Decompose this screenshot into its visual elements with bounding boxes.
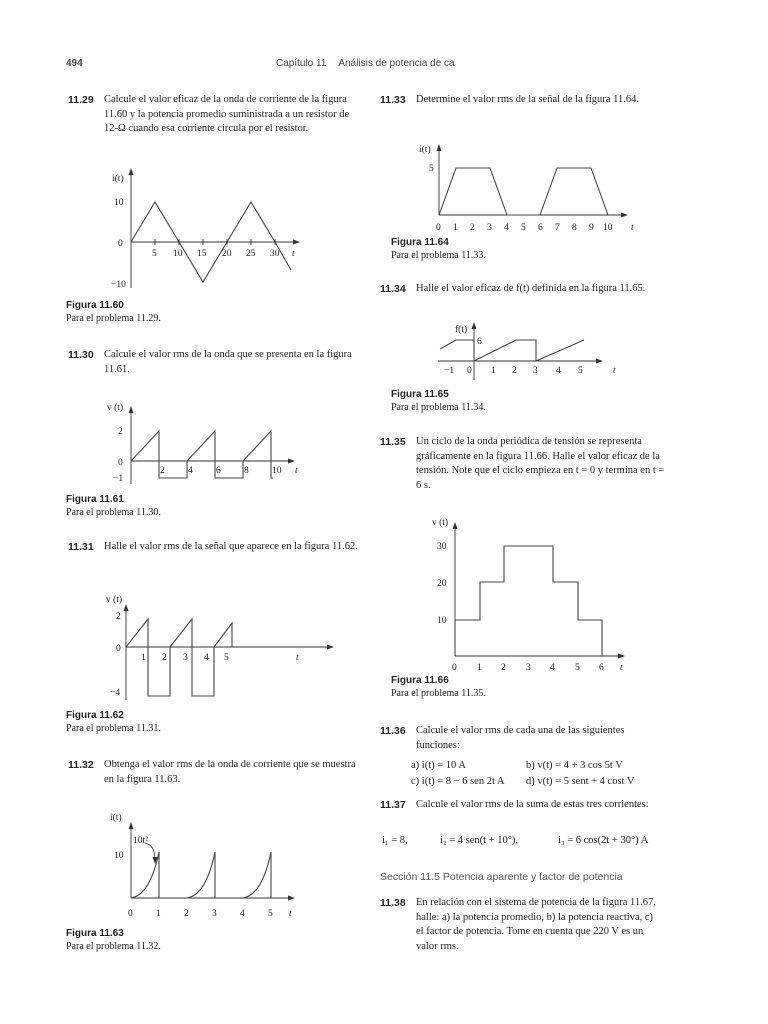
figure-caption: Para el problema 11.31.: [66, 722, 161, 734]
y-axis-label: i(t): [112, 174, 124, 184]
x-axis-label: t: [613, 366, 616, 376]
x-axis-label: t: [295, 466, 298, 476]
figure-11-66-caption: [391, 675, 486, 700]
problem-text: Un ciclo de la onda periódica de tensión se representa gráficamente en la figura 11.66. Halle el valor eficaz de la tensión. Note que el ciclo empieza en t = 0 y termina en t = 6 s.: [416, 436, 665, 491]
y-axis-label: v (t): [106, 595, 123, 605]
problem-text: Halle el valor rms de la señal que aparece en la figura 11.62.: [104, 541, 358, 552]
x-tick-label: 4: [556, 366, 561, 376]
y-tick-label: 5: [429, 164, 434, 174]
voltage-waveform: [455, 546, 602, 656]
x-tick-label: 5: [152, 249, 157, 259]
section-heading: Sección 11.5 Potencia aparente y factor de potencia: [380, 871, 623, 883]
y-axis-label: v (t): [432, 518, 449, 528]
x-tick-label: 5: [578, 366, 583, 376]
y-axis-label: f(t): [455, 325, 468, 335]
figure-title: Figura 11.64: [391, 237, 449, 248]
x-tick-label: 6: [538, 223, 543, 233]
y-tick-label: −10: [111, 280, 126, 290]
problem-text: Calcule el valor rms de la onda que se presenta en la figura 11.61.: [104, 349, 352, 375]
figure-caption: Para el problema 11.33.: [391, 249, 486, 261]
y-tick-label: 0: [116, 644, 121, 654]
x-tick-label: 2: [184, 909, 189, 919]
page-number: 494: [66, 58, 83, 69]
y-tick-label: −1: [113, 474, 124, 484]
x-tick-label: 5: [268, 909, 273, 919]
problem-text: Calcule el valor rms de la suma de estas tres corrientes:: [416, 799, 649, 810]
x-tick-label: 30: [270, 249, 280, 259]
x-tick-label: 4: [550, 663, 555, 673]
problem-number: 11.33: [380, 94, 406, 106]
x-tick-label: 3: [533, 366, 538, 376]
equation-i2: i₂ = 4 sen(t + 10°),: [440, 835, 519, 846]
x-tick-label: 9: [589, 223, 594, 233]
problem-11-37: [380, 798, 670, 813]
equation-c: c) i(t) = 8 − 6 sen 2t A: [411, 776, 505, 787]
problem-number: 11.32: [68, 759, 94, 771]
problem-text: Calcule el valor eficaz de la onda de corriente de la figura 11.60 y la potencia promedio suministrada a un resistor de 12-Ω cuando esa corriente circula por el resistor.: [104, 94, 350, 134]
y-tick-label: 2: [116, 612, 121, 622]
problem-11-38: [380, 896, 662, 954]
x-tick-label: 3: [526, 663, 531, 673]
x-tick-label: 10: [272, 466, 282, 476]
x-tick-label: 4: [204, 653, 209, 663]
x-axis-label: t: [292, 249, 295, 259]
x-tick-label: 4: [240, 909, 245, 919]
y-axis-label: v (t): [107, 403, 124, 413]
figure-caption: Para el problema 11.30.: [66, 506, 161, 518]
equation-d: d) v(t) = 5 sent + 4 cost V: [526, 776, 635, 787]
x-tick-label: 0: [128, 909, 133, 919]
x-tick-label: 0: [467, 366, 472, 376]
x-tick-label: 1: [477, 663, 482, 673]
figure-title: Figura 11.62: [66, 710, 124, 721]
x-tick-label: 6: [216, 466, 221, 476]
x-axis-label: t: [296, 653, 299, 663]
x-tick-label: 7: [555, 223, 560, 233]
problem-number: 11.29: [68, 94, 94, 106]
problem-text: Calcule el valor rms de cada una de las siguientes funciones:: [416, 725, 625, 751]
x-tick-label: 0: [452, 663, 457, 673]
x-tick-label: 25: [246, 249, 256, 259]
problem-number: 11.34: [380, 283, 406, 295]
x-tick-label: 5: [224, 653, 229, 663]
problem-number: 11.35: [380, 436, 406, 448]
x-tick-label: 2: [160, 466, 165, 476]
x-axis-label: t: [631, 223, 634, 233]
chapter-label: Capítulo 11: [276, 58, 327, 69]
figure-caption: Para el problema 11.34.: [391, 401, 486, 413]
y-tick-label: 0: [118, 458, 123, 468]
x-tick-label: 10: [173, 249, 183, 259]
x-tick-label: 1: [491, 366, 496, 376]
figure-caption: Para el problema 11.29.: [66, 312, 161, 324]
y-tick-label: 6: [477, 337, 482, 347]
x-tick-label: 3: [212, 909, 217, 919]
y-axis-label: i(t): [419, 145, 431, 155]
figure-title: Figura 11.60: [66, 300, 124, 311]
x-tick-label: 0: [436, 223, 441, 233]
equation-a: a) i(t) = 10 A: [411, 760, 466, 771]
problem-number: 11.30: [68, 349, 94, 361]
problem-number: 11.38: [380, 897, 406, 909]
x-tick-label: 8: [572, 223, 577, 233]
figure-title: Figura 11.61: [66, 494, 124, 505]
equation-i1: i₁ = 8,: [382, 835, 408, 846]
y-tick-label: 0: [118, 239, 123, 249]
figure-title: Figura 11.65: [391, 389, 449, 400]
x-tick-label: 20: [222, 249, 232, 259]
x-tick-label: 3: [183, 653, 188, 663]
x-tick-label: 2: [512, 366, 517, 376]
y-axis-label: i(t): [110, 813, 122, 823]
problem-number: 11.31: [68, 541, 94, 553]
chapter-title: Análisis de potencia de ca: [338, 58, 455, 69]
x-tick-label: 1: [453, 223, 458, 233]
x-tick-label: 2: [501, 663, 506, 673]
problem-11-36: [380, 724, 670, 753]
y-tick-label: 20: [437, 579, 447, 589]
x-tick-label: 4: [188, 466, 193, 476]
figure-caption: Para el problema 11.35.: [391, 687, 486, 699]
figure-title: Figura 11.66: [391, 675, 449, 686]
annotation-label: 10t²: [133, 836, 148, 846]
y-tick-label: 30: [437, 542, 447, 552]
x-tick-label: 5: [575, 663, 580, 673]
problem-number: 11.36: [380, 725, 406, 737]
figure-title: Figura 11.63: [66, 928, 124, 939]
x-tick-label: 6: [599, 663, 604, 673]
x-tick-label: 1: [141, 653, 146, 663]
problem-text: Obtenga el valor rms de la onda de corriente que se muestra en la figura 11.63.: [104, 759, 356, 785]
problem-text: En relación con el sistema de potencia de la figura 11.67, halle: a) la potencia promedio, b) la potencia reactiva, c) el factor de potencia. Tome en cuenta que 220 V es un valor rms.: [416, 897, 656, 952]
x-tick-label: −1: [444, 366, 455, 376]
equation-b: b) v(t) = 4 + 3 cos 5t V: [526, 760, 623, 771]
x-tick-label: 2: [470, 223, 475, 233]
x-tick-label: 3: [487, 223, 492, 233]
equation-i3: i₃ = 6 cos(2t + 30°) A: [558, 835, 649, 846]
x-tick-label: 15: [197, 249, 207, 259]
problem-text: Determine el valor rms de la señal de la figura 11.64.: [416, 94, 639, 105]
x-axis-label: t: [289, 909, 292, 919]
x-axis-label: t: [620, 663, 623, 673]
x-tick-label: 2: [162, 653, 167, 663]
y-tick-label: −4: [110, 688, 121, 698]
x-tick-label: 1: [156, 909, 161, 919]
x-tick-label: 4: [504, 223, 509, 233]
x-tick-label: 10: [603, 223, 613, 233]
problem-text: Halle el valor eficaz de f(t) definida en la figura 11.65.: [416, 283, 646, 294]
x-tick-label: 5: [521, 223, 526, 233]
y-tick-label: 2: [118, 427, 123, 437]
figure-caption: Para el problema 11.32.: [66, 940, 161, 952]
y-tick-label: 10: [437, 616, 447, 626]
x-tick-label: 8: [244, 466, 249, 476]
y-tick-label: 10: [114, 198, 124, 208]
y-tick-label: 10: [114, 851, 124, 861]
problem-number: 11.37: [380, 799, 406, 811]
